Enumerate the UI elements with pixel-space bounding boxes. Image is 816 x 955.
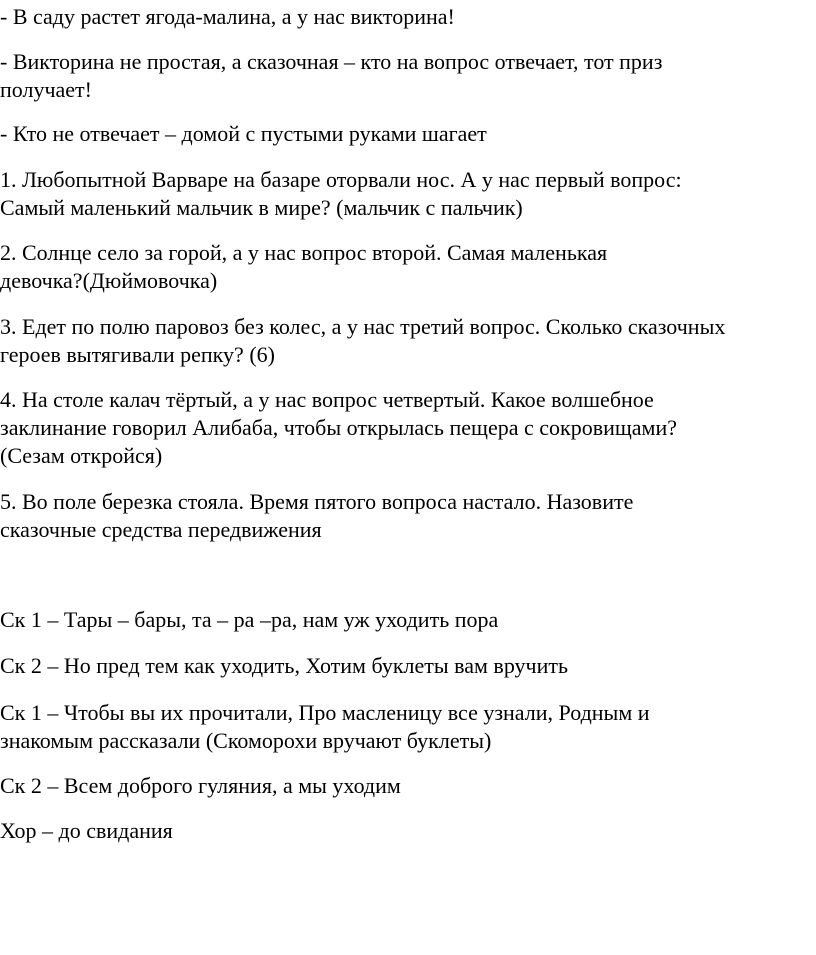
paragraph-question-5 [0, 488, 816, 544]
paragraph-question-2 [0, 239, 816, 295]
paragraph-dialogue-1 [0, 606, 816, 634]
text-line: (Сезам откройся) [0, 443, 163, 468]
text-line: получает! [0, 77, 92, 102]
paragraph-dialogue-2 [0, 652, 816, 680]
text-line: Ск 1 – Тары – бары, та – ра –ра, нам уж уходить пора [0, 607, 499, 632]
paragraph-choir [0, 817, 816, 845]
paragraph-intro-2 [0, 48, 816, 104]
text-line: 3. Едет по полю паровоз без колес, а у нас третий вопрос. Сколько сказочных [0, 314, 726, 339]
text-line: Ск 1 – Чтобы вы их прочитали, Про масленицу все узнали, Родным и [0, 700, 650, 725]
text-line: 5. Во поле березка стояла. Время пятого вопроса настало. Назовите [0, 489, 634, 514]
text-line: Хор – до свидания [0, 818, 173, 843]
paragraph-question-4 [0, 386, 816, 470]
paragraph-question-1 [0, 166, 816, 222]
text-line: Самый маленький мальчик в мире? (мальчик с пальчик) [0, 195, 523, 220]
text-line: 1. Любопытной Варваре на базаре оторвали нос. А у нас первый вопрос: [0, 167, 682, 192]
text-line: сказочные средства передвижения [0, 517, 322, 542]
paragraph-intro-3 [0, 120, 816, 148]
text-line: Ск 2 – Всем доброго гуляния, а мы уходим [0, 773, 401, 798]
text-line: - В саду растет ягода-малина, а у нас викторина! [0, 4, 455, 29]
text-line: 2. Солнце село за горой, а у нас вопрос второй. Самая маленькая [0, 240, 608, 265]
paragraph-intro-1 [0, 3, 816, 31]
paragraph-dialogue-3 [0, 699, 816, 755]
text-line: - Викторина не простая, а сказочная – кто на вопрос отвечает, тот приз [0, 49, 663, 74]
text-line: знакомым рассказали (Скоморохи вручают буклеты) [0, 728, 492, 753]
text-line: героев вытягивали репку? (6) [0, 342, 275, 367]
text-line: 4. На столе калач тёртый, а у нас вопрос четвертый. Какое волшебное [0, 387, 654, 412]
paragraph-question-3 [0, 313, 816, 369]
text-line: Ск 2 – Но пред тем как уходить, Хотим буклеты вам вручить [0, 653, 569, 678]
text-line: девочка?(Дюймовочка) [0, 268, 218, 293]
paragraph-dialogue-4 [0, 772, 816, 800]
text-line: заклинание говорил Алибаба, чтобы открылась пещера с сокровищами? [0, 415, 678, 440]
text-line: - Кто не отвечает – домой с пустыми руками шагает [0, 121, 487, 146]
